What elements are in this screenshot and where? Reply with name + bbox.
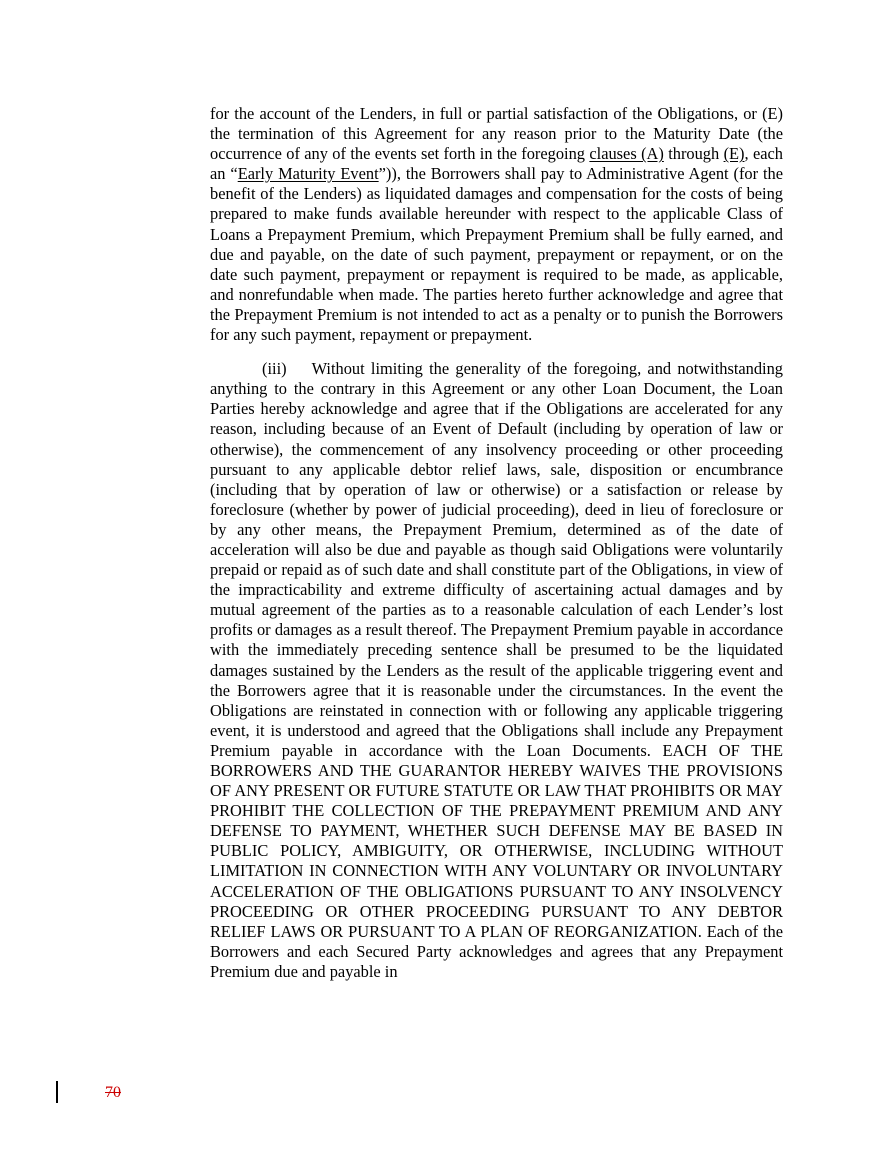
paragraph-1-text-d: ”)), the Borrowers shall pay to Administrative Agent (for the benefit of the Lenders) as liquidated damages and compensation for the costs of being prepared to make funds available hereunder with respect to the applicable Class of Loans a Prepayment Premium, which Prepayment Premium shall be fully earned, and due and payable, on the date of such payment, prepayment or repayment, or on the date such payment, prepayment or repayment is required to be made, as applicable, and nonrefundable when made. The parties hereto further acknowledge and agree that the Prepayment Premium is not intended to act as a penalty or to punish the Borrowers for any such payment, repayment or prepayment.	[210, 164, 784, 345]
page-number: 70	[105, 1084, 121, 1101]
paragraph-iii	[210, 359, 783, 982]
clauses-reference: clauses (A)	[589, 144, 664, 164]
paragraph-1-text-b: through	[663, 144, 724, 164]
defined-term-early-maturity-event: Early Maturity Event	[237, 164, 379, 184]
paragraph-iii-text: Without limiting the generality of the foregoing, and notwithstanding anything to the contrary in this Agreement or any other Loan Document, the Loan Parties hereby acknowledge and agree that if the Obligations are accelerated for any reason, including because of an Event of Default (including by operation of law or otherwise), the commencement of any insolvency proceeding or other proceeding pursuant to any applicable debtor relief laws, sale, disposition or encumbrance (including that by operation of law or otherwise) or a satisfaction or release by foreclosure (whether by power of judicial proceeding), deed in lieu of foreclosure or by any other means, the Prepayment Premium, determined as of the date of acceleration will also be due and payable as though said Obligations were voluntarily prepaid or repaid as of such date and shall constitute part of the Obligations, in view of the impracticability and extreme difficulty of ascertaining actual damages and by mutual agreement of the parties as to a reasonable calculation of each Lender’s lost profits or damages as a result thereof. The Prepayment Premium payable in accordance with the immediately preceding sentence shall be presumed to be the liquidated damages sustained by the Lenders as the result of the applicable triggering event and the Borrowers agree that it is reasonable under the circumstances. In the event the Obligations are reinstated in connection with or following any applicable triggering event, it is understood and agreed that the Obligations shall include any Prepayment Premium payable in accordance with the Loan Documents. EACH OF THE BORROWERS AND THE GUARANTOR HEREBY WAIVES THE PROVISIONS OF ANY PRESENT OR FUTURE STATUTE OR LAW THAT PROHIBITS OR MAY PROHIBIT THE COLLECTION OF THE PREPAYMENT PREMIUM AND ANY DEFENSE TO PAYMENT, WHETHER SUCH DEFENSE MAY BE BASED IN PUBLIC POLICY, AMBIGUITY, OR OTHERWISE, INCLUDING WITHOUT LIMITATION IN CONNECTION WITH ANY VOLUNTARY OR INVOLUNTARY ACCELERATION OF THE OBLIGATIONS PURSUANT TO ANY INSOLVENCY PROCEEDING OR OTHER PROCEEDING PURSUANT TO ANY DEBTOR RELIEF LAWS OR PURSUANT TO A PLAN OF REORGANIZATION. Each of the Borrowers and each Secured Party acknowledges and agrees that any Prepayment Premium due and payable in	[210, 359, 783, 981]
paragraph-continuation	[210, 104, 783, 345]
document-body	[210, 104, 783, 982]
paragraph-iii-label: (iii)	[262, 359, 287, 379]
revision-change-bar	[56, 1081, 58, 1103]
paragraph-1-text-c: , each an “	[210, 144, 784, 184]
clause-e-reference: (E)	[723, 144, 745, 164]
paragraph-1-text-a: for the account of the Lenders, in full or partial satisfaction of the Obligations, or (E) the termination of this Agreement for any reason prior to the Maturity Date (the occurrence of any of the events set forth in the foregoing	[210, 104, 783, 164]
